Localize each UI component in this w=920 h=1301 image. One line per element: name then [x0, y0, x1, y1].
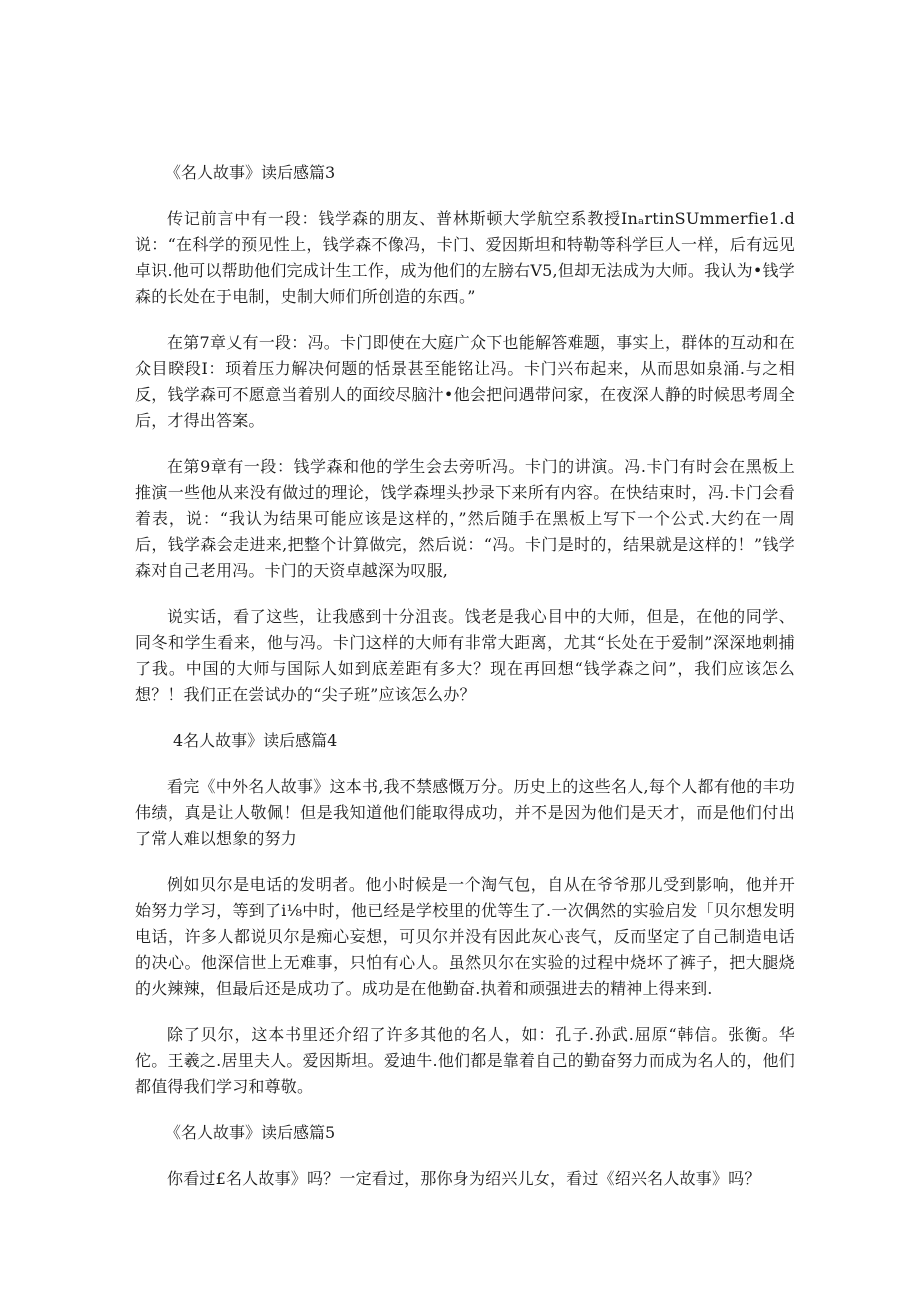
- document-page: [135, 160, 795, 1212]
- section-heading-3: 《名人故事》读后感篇3: [165, 163, 336, 182]
- paragraph: 例如贝尔是电话的发明者。他小时候是一个淘气包，自从在爷爷那儿受到影响，他并开始努力学习，等到了i⅛中时，他已经是学校里的优等生了.一次偶然的实验启发「贝尔想发明电话，许多人都说贝尔是痴心妄想，可贝尔并没有因此灰心丧气，反而坚定了自己制造电话的决心。他深信世上无难事，只怕有心人。虽然贝尔在实验的过程中烧坏了裤子，把大腿烧的火辣辣，但最后还是成功了。成功是在他勤奋.执着和顽强进去的精神上得来到.: [135, 875, 795, 998]
- paragraph: 传记前言中有一段：钱学森的朋友、普林斯顿大学航空系教授InₐrtinSUmmerfie1.d说：“在科学的预见性上，钱学森不像冯，卡门、爱因斯坦和特勒等科学巨人一样，后有远见卓识.他可以帮助他们完成计生工作，成为他们的左膀右V5,但却无法成为大师。我认为•钱学森的长处在于电制，史制大师们所创造的东西。”: [135, 209, 795, 306]
- section-heading-4: 4名人故事》读后感篇4: [173, 731, 338, 750]
- paragraph: 在第7章乂有一段：冯。卡门即使在大庭广众下也能解答难题，事实上，群体的互动和在众目睽段I：顼着压力解决何题的恬景甚至能铭让冯。卡门兴布起来，从而思如泉涌.与之相反，钱学森可不愿意当着别人的面绞尽脑汁•他会把问遇带问家，在夜深人静的时候思考周全后，才得出答案。: [135, 333, 795, 430]
- paragraph: 在第9章有一段：钱学森和他的学生会去旁听冯。卡门的讲演。冯.卡门有时会在黑板上推演一些他从来没有做过的理论，饯学森埋头抄录下来所有内容。在快结束时，冯.卡门会看着表，说：“我认为结果可能应该是这样的，”然后随手在黑板上写下一个公式.大约在一周后，钱学森会走进来,把整个计算做完，然后说：“冯。卡门是时的，结果就是这样的！”钱学森对自己老用冯。卡门的天资卓越深为叹服,: [135, 457, 795, 580]
- paragraph: 说实话，看了这些，让我感到十分沮丧。饯老是我心目中的大师，但是，在他的同学、同冬和学生看来，他与冯。卡门这样的大师有非常大距离，尤其“长处在于爱制”深深地刺捕了我。中国的大师与国际人如到底差距有多大？现在再回想“钱学森之问”，我们应该怎么想？！我们正在尝试办的“尖子班”应该怎么办？: [135, 607, 795, 704]
- paragraph: 除了贝尔，这本书里还介绍了许多其他的名人，如：孔子.孙武.屈原“韩信。张衡。华佗。王羲之.居里夫人。爱因斯坦。爱迪牛.他们都是靠着自己的勤奋努力而成为名人的，他们都值得我们学习和尊敬。: [135, 1025, 795, 1096]
- section-heading-5: 《名人故事》读后感篇5: [165, 1123, 336, 1142]
- paragraph: 看完《中外名人故事》这本书,我不禁感慨万分。历史上的这些名人,每个人都有他的丰功伟绩，真是让人敬佩！但是我知道他们能取得成功，并不是因为他们是天才，而是他们付出了常人难以想象的努力: [135, 777, 795, 848]
- paragraph: 你看过£名人故事》吗？一定看过，那你身为绍兴儿女，看过《绍兴名人故事》吗？: [167, 1169, 761, 1188]
